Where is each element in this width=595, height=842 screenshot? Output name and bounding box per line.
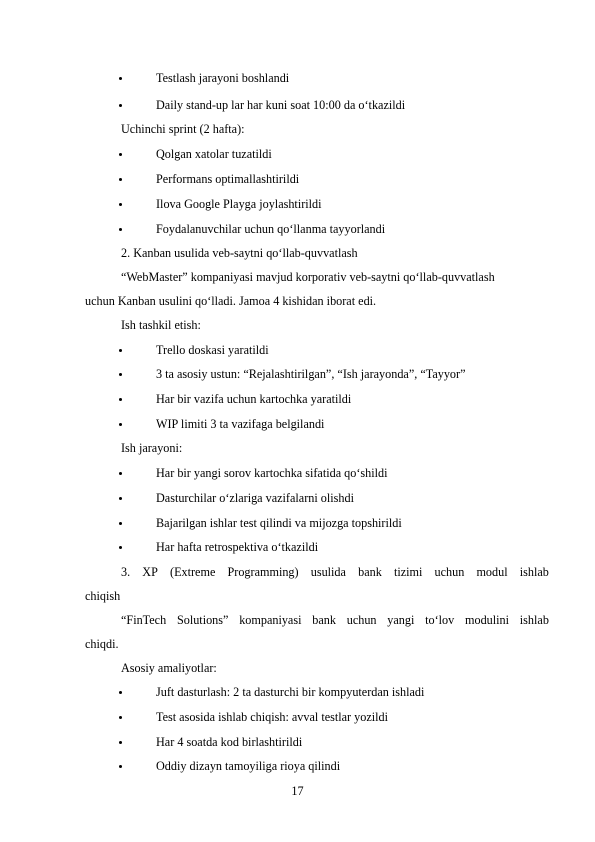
list-item: Bajarilgan ishlar test qilindi va mijozga topshirildi [156, 516, 402, 530]
paragraph-word: ishlab [519, 613, 549, 627]
bullet-icon [119, 423, 122, 426]
paragraph-word: kompaniyasi [239, 613, 302, 627]
heading-word: 3. [121, 565, 131, 579]
paragraph-line [121, 613, 549, 627]
list-item: Har bir vazifa uchun kartochka yaratildi [156, 392, 352, 406]
bullet-icon [119, 203, 122, 206]
list-item: Oddiy dizayn tamoyiliga rioya qilindi [156, 759, 341, 773]
bullet-icon [119, 497, 122, 500]
bullet-icon [119, 472, 122, 475]
paragraph-line: uchun Kanban usulini qo‘lladi. Jamoa 4 kishidan iborat edi. [85, 294, 377, 308]
list-item: WIP limiti 3 ta vazifaga belgilandi [156, 417, 325, 431]
bullet-icon [119, 373, 122, 376]
paragraph-word: Solutions” [176, 613, 229, 627]
list-item: Foydalanuvchilar uchun qo‘llanma tayyorlandi [156, 222, 386, 236]
section-heading [121, 565, 549, 579]
bullet-icon [119, 546, 122, 549]
list-item: 3 ta asosiy ustun: “Rejalashtirilgan”, “Ish jarayonda”, “Tayyor” [156, 367, 466, 381]
paragraph-line: chiqdi. [85, 637, 119, 651]
paragraph-word: modulini [465, 613, 510, 627]
heading-word: XP [142, 565, 158, 579]
heading-word: Programming) [227, 565, 299, 579]
section-subtitle: Ish tashkil etish: [121, 318, 201, 332]
heading-word: bank [358, 565, 382, 579]
heading-word: tizimi [393, 565, 423, 579]
bullet-icon [119, 104, 122, 107]
paragraph-word: uchun [346, 613, 377, 627]
list-item: Juft dasturlash: 2 ta dasturchi bir kompyuterdan ishladi [156, 685, 425, 699]
heading-word: uchun [434, 565, 465, 579]
section-subtitle: Ish jarayoni: [121, 441, 183, 455]
heading-word: modul [476, 565, 508, 579]
paragraph-line: “WebMaster” kompaniyasi mavjud korporativ veb-saytni qo‘llab-quvvatlash [121, 270, 495, 284]
bullet-icon [119, 77, 122, 80]
bullet-icon [119, 349, 122, 352]
list-item: Testlash jarayoni boshlandi [156, 71, 290, 85]
bullet-icon [119, 153, 122, 156]
heading-word: (Extreme [170, 565, 216, 579]
section-heading-line: chiqish [85, 589, 121, 603]
paragraph-word: yangi [387, 613, 415, 627]
bullet-icon [119, 398, 122, 401]
heading-word: ishlab [519, 565, 549, 579]
section-heading: 2. Kanban usulida veb-saytni qo‘llab-quvvatlash [121, 246, 358, 260]
list-item: Dasturchilar o‘zlariga vazifalarni olishdi [156, 491, 354, 505]
paragraph-word: bank [312, 613, 336, 627]
section-subtitle: Uchinchi sprint (2 hafta): [121, 122, 245, 136]
bullet-icon [119, 741, 122, 744]
list-item: Har hafta retrospektiva o‘tkazildi [156, 540, 319, 554]
bullet-icon [119, 765, 122, 768]
paragraph-word: to‘lov [425, 613, 455, 627]
bullet-icon [119, 691, 122, 694]
heading-word: usulida [310, 565, 346, 579]
bullet-icon [119, 178, 122, 181]
bullet-icon [119, 228, 122, 231]
paragraph-word: “FinTech [121, 613, 167, 627]
section-subtitle: Asosiy amaliyotlar: [121, 661, 217, 675]
list-item: Performans optimallashtirildi [156, 172, 300, 186]
list-item: Qolgan xatolar tuzatildi [156, 147, 272, 161]
list-item: Test asosida ishlab chiqish: avval testlar yozildi [156, 710, 389, 724]
bullet-icon [119, 716, 122, 719]
list-item: Har 4 soatda kod birlashtirildi [156, 735, 303, 749]
bullet-icon [119, 522, 122, 525]
list-item: Har bir yangi sorov kartochka sifatida qo‘shildi [156, 466, 388, 480]
page-number: 17 [291, 784, 304, 798]
list-item: Trello doskasi yaratildi [156, 343, 269, 357]
list-item: Daily stand-up lar har kuni soat 10:00 da o‘tkazildi [156, 98, 406, 112]
list-item: Ilova Google Playga joylashtirildi [156, 197, 322, 211]
